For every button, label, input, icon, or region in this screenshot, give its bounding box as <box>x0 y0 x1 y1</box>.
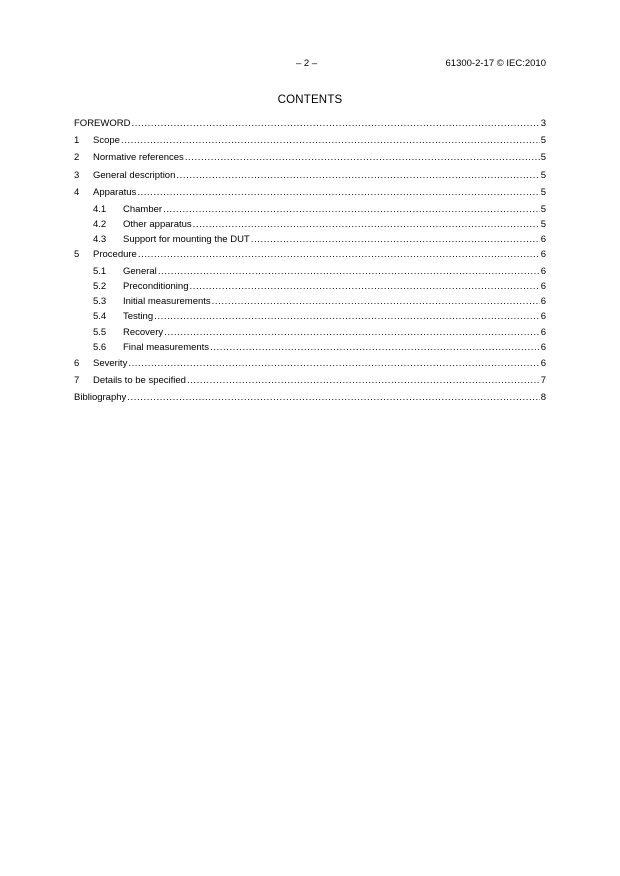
toc-entry-number: 4.2 <box>93 219 107 230</box>
toc-entry[interactable] <box>74 281 546 293</box>
toc-entry-title: Bibliography <box>74 392 127 403</box>
toc-entry-number: 5.4 <box>93 311 107 322</box>
toc-entry-title: Severity <box>93 358 128 369</box>
toc-entry-title: Other apparatus <box>123 219 192 230</box>
toc-leader-dots <box>251 234 540 245</box>
page-number: – 2 – <box>296 58 318 69</box>
toc-entry-page: 3 <box>540 118 546 129</box>
toc-leader-dots <box>210 342 540 353</box>
toc-leader-dots <box>185 152 540 163</box>
toc-entry[interactable] <box>74 342 546 354</box>
toc-leader-dots <box>176 170 539 181</box>
toc-entry-page: 5 <box>540 204 546 215</box>
toc-entry-number: 4.1 <box>93 204 107 215</box>
toc-entry-title: Normative references <box>93 152 184 163</box>
toc-entry[interactable] <box>74 187 546 199</box>
toc-leader-dots <box>158 266 540 277</box>
toc-leader-dots <box>127 392 539 403</box>
toc-entry-page: 6 <box>540 342 546 353</box>
toc-entry[interactable] <box>74 135 546 147</box>
toc-entry-number: 2 <box>74 152 80 163</box>
toc-entry[interactable] <box>74 266 546 278</box>
toc-entry-number: 3 <box>74 170 80 181</box>
toc-entry-title: General <box>123 266 157 277</box>
toc-entry[interactable] <box>74 392 546 404</box>
toc-leader-dots <box>163 204 540 215</box>
toc-entry-page: 6 <box>540 234 546 245</box>
toc-entry-title: Apparatus <box>93 187 137 198</box>
toc-entry-page: 6 <box>540 358 546 369</box>
toc-entry[interactable] <box>74 234 546 246</box>
toc-leader-dots <box>193 219 540 230</box>
toc-entry-page: 6 <box>540 281 546 292</box>
toc-entry-number: 5.3 <box>93 296 107 307</box>
toc-entry[interactable] <box>74 170 546 182</box>
toc-entry-title: Procedure <box>93 249 137 260</box>
toc-entry-page: 6 <box>540 311 546 322</box>
toc-leader-dots <box>190 281 540 292</box>
toc-leader-dots <box>164 327 540 338</box>
toc-entry[interactable] <box>74 358 546 370</box>
toc-entry-number: 5 <box>74 249 80 260</box>
toc-entry[interactable] <box>74 249 546 261</box>
toc-entry-page: 5 <box>540 152 546 163</box>
toc-entry-page: 8 <box>540 392 546 403</box>
toc-entry-title: Scope <box>93 135 120 146</box>
toc-leader-dots <box>137 187 539 198</box>
toc-entry-title: FOREWORD <box>74 118 131 129</box>
toc-entry-title: Recovery <box>123 327 164 338</box>
toc-entry-number: 5.6 <box>93 342 107 353</box>
toc-entry[interactable] <box>74 311 546 323</box>
toc-entry-title: Details to be specified <box>93 375 186 386</box>
toc-entry-page: 5 <box>540 170 546 181</box>
toc-entry[interactable] <box>74 219 546 231</box>
toc-entry-number: 6 <box>74 358 80 369</box>
page-header <box>0 58 620 72</box>
toc-entry-title: Chamber <box>123 204 163 215</box>
toc-entry[interactable] <box>74 327 546 339</box>
toc-leader-dots <box>138 249 540 260</box>
toc-entry-number: 4 <box>74 187 80 198</box>
toc-entry[interactable] <box>74 118 546 130</box>
toc-entry-page: 5 <box>540 219 546 230</box>
toc-leader-dots <box>121 135 540 146</box>
contents-title: CONTENTS <box>277 94 343 106</box>
toc-entry-title: Testing <box>123 311 154 322</box>
toc-entry-number: 5.5 <box>93 327 107 338</box>
toc-entry-title: Final measurements <box>123 342 210 353</box>
toc-leader-dots <box>212 296 540 307</box>
toc-entry-page: 6 <box>540 266 546 277</box>
toc-entry-page: 5 <box>540 135 546 146</box>
toc-leader-dots <box>187 375 540 386</box>
toc-entry-title: Initial measurements <box>123 296 211 307</box>
toc-entry-page: 6 <box>540 249 546 260</box>
toc-entry-number: 1 <box>74 135 80 146</box>
toc-entry-number: 5.1 <box>93 266 107 277</box>
toc-leader-dots <box>131 118 539 129</box>
toc-entry-page: 5 <box>540 187 546 198</box>
toc-entry-title: Support for mounting the DUT <box>123 234 250 245</box>
toc-entry-number: 7 <box>74 375 80 386</box>
toc-entry-number: 5.2 <box>93 281 107 292</box>
toc-entry-number: 4.3 <box>93 234 107 245</box>
toc-leader-dots <box>154 311 540 322</box>
toc-entry-title: Preconditioning <box>123 281 189 292</box>
toc-entry[interactable] <box>74 375 546 387</box>
toc-entry[interactable] <box>74 204 546 216</box>
toc-entry-page: 7 <box>540 375 546 386</box>
toc-leader-dots <box>128 358 539 369</box>
toc-entry-title: General description <box>93 170 176 181</box>
document-reference: 61300-2-17 © IEC:2010 <box>445 58 546 69</box>
toc-entry[interactable] <box>74 152 546 164</box>
toc-entry-page: 6 <box>540 327 546 338</box>
toc-entry-page: 6 <box>540 296 546 307</box>
toc-entry[interactable] <box>74 296 546 308</box>
